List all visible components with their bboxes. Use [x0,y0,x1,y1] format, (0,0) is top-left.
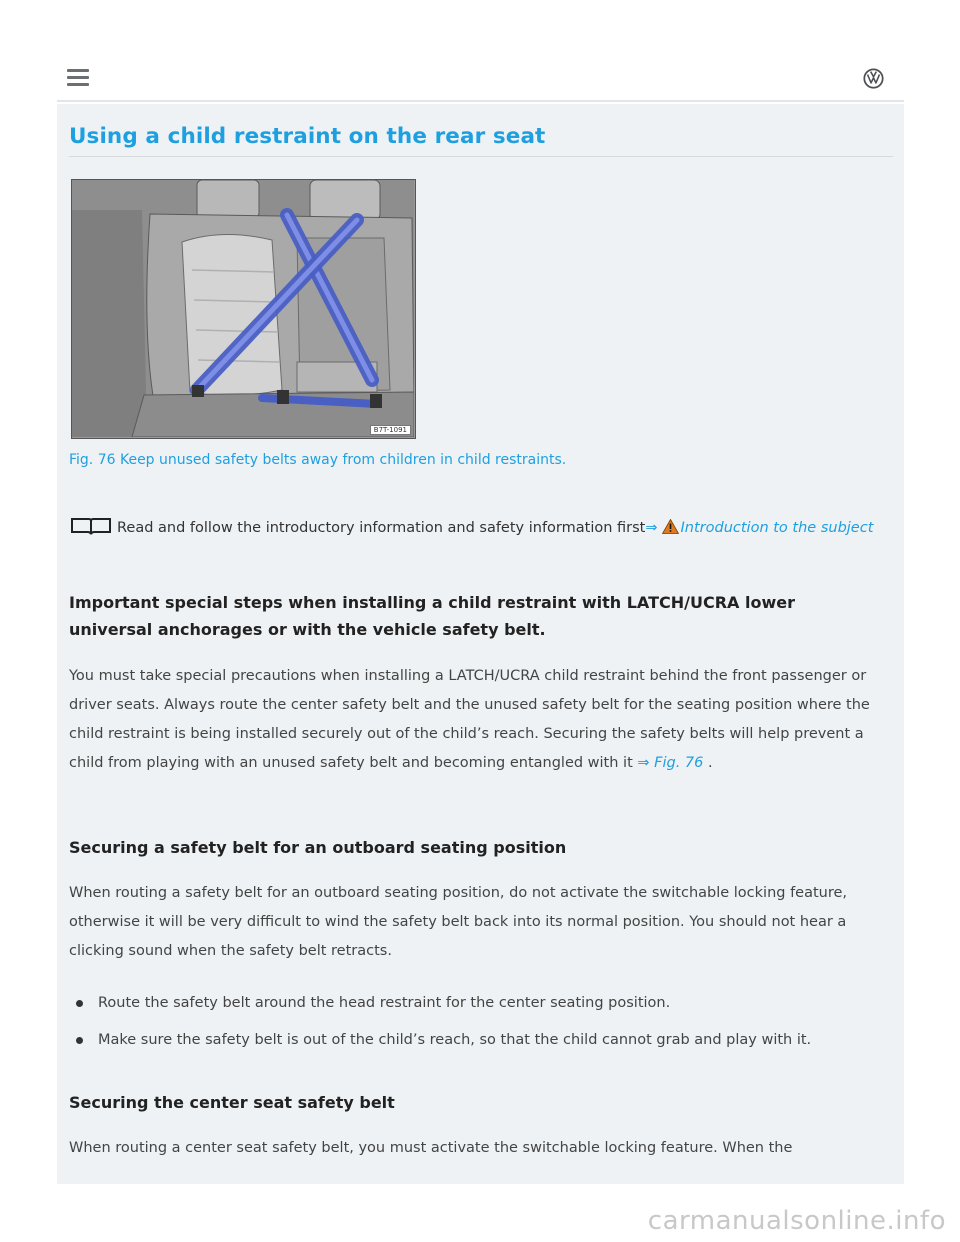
list-item: Route the safety belt around the head restraint for the center seating position. [69,992,889,1029]
section-paragraph-latch [69,662,889,778]
notice-paragraph [69,516,889,541]
list-item: Make sure the safety belt is out of the child’s reach, so that the child cannot grab and play with it. [69,1029,889,1066]
notice-arrow: ⇒ [645,520,658,536]
introduction-link[interactable]: Introduction to the subject [680,520,874,536]
figure-code: B7T-1091 [370,425,411,435]
figure-caption: Fig. 76 Keep unused safety belts away from children in child restraints. [69,452,567,468]
warning-icon [662,519,679,534]
top-bar [57,56,904,102]
section-heading-center: Securing the center seat safety belt [69,1093,395,1112]
book-icon [69,516,113,536]
notice-text: Read and follow the introductory information and safety information first [117,520,646,536]
rear-seat-illustration [72,180,414,437]
outboard-bullet-list [69,992,889,1066]
figure-illustration [71,179,416,439]
latch-paragraph-text: You must take special precautions when installing a LATCH/UCRA child restraint behind the front passenger or driver seats. Always route the center safety belt and the unused safety belt for the seating position where the child restraint is being installed securely out of the child’s reach. Securing the safety belts will help prevent a child from playing with an unused safety belt and becoming entangled with it [69,668,870,771]
section-paragraph-outboard: When routing a safety belt for an outboard seating position, do not activate the switchable locking feature, otherwise it will be very difficult to wind the safety belt back into its normal position. You should not hear a clicking sound when the safety belt retracts. [69,885,848,959]
fig-76-link[interactable]: ⇒ Fig. 76 [637,755,704,771]
watermark-text: carmanualsonline.info [647,1206,946,1236]
section-heading-outboard: Securing a safety belt for an outboard seating position [69,838,567,857]
vw-logo-icon[interactable] [863,68,884,89]
title-divider [69,156,893,157]
hamburger-menu-icon[interactable] [67,69,89,87]
section-heading-latch: Important special steps when installing a child restraint with LATCH/UCRA lower universal anchorages or with the vehicle safety belt. [69,593,795,639]
page-title: Using a child restraint on the rear seat [69,124,546,149]
section-paragraph-center: When routing a center seat safety belt, you must activate the switchable locking feature. When the [69,1140,793,1156]
latch-paragraph-end: . [708,755,713,771]
manual-page [57,104,904,1184]
